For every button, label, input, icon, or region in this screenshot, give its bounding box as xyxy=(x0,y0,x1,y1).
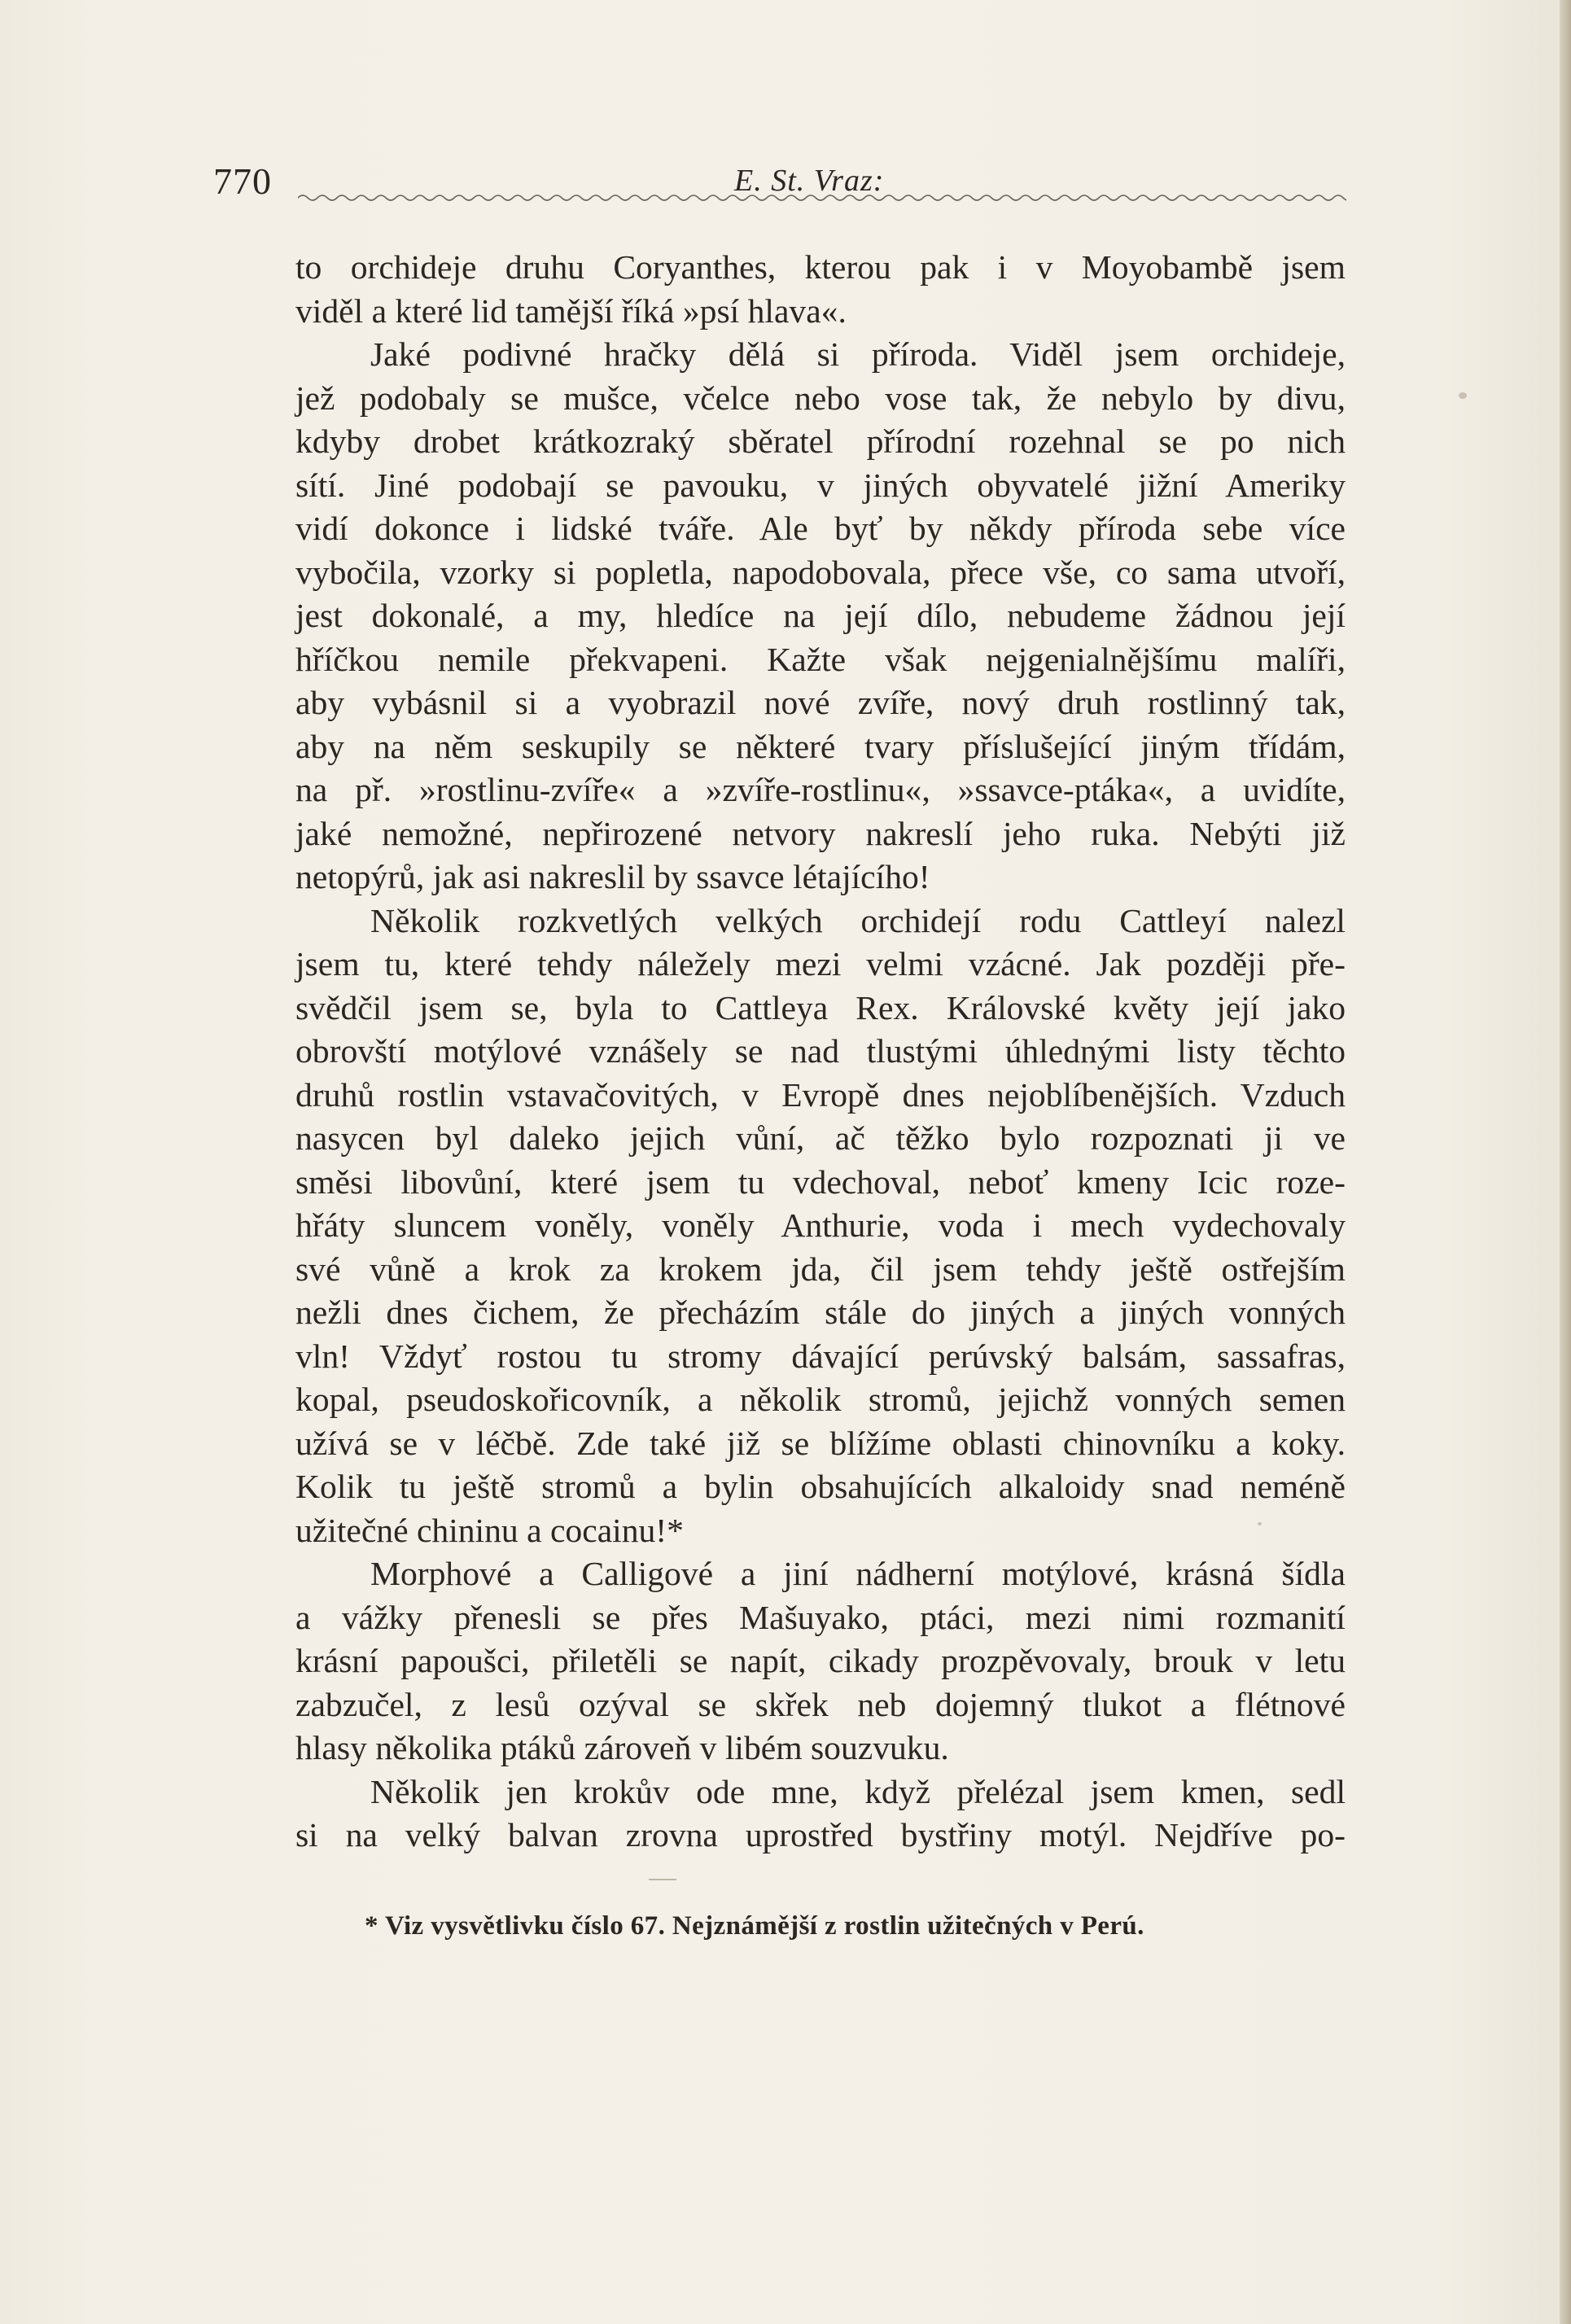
text-line: hlasy několika ptáků zároveň v libém souzvuku. xyxy=(295,1729,949,1766)
text-line: užívá se v léčbě. Zde také již se blížíme oblasti chinovníku a koky. xyxy=(295,1424,1346,1462)
text-line: směsi libovůní, které jsem tu vdechoval, neboť kmeny Icic roze- xyxy=(295,1162,1346,1201)
text-line: krásní papoušci, přiletěli se napít, cikady prozpěvovaly, brouk v letu xyxy=(295,1642,1346,1679)
text-line: nežli dnes čichem, že přecházím stále do jiných a jiných vonných xyxy=(295,1293,1346,1331)
text-line: Několik rozkvetlých velkých orchidejí rodu Cattleyí nalezl xyxy=(370,901,1346,939)
text-line: jež podobaly se mušce, včelce nebo vose tak, že nebylo by divu, xyxy=(295,379,1346,417)
text-line: jest dokonalé, a my, hledíce na její dílo, nebudeme žádnou její xyxy=(295,597,1346,634)
text-line: netopýrů, jak asi nakreslil by ssavce létajícího! xyxy=(295,858,930,895)
text-line: aby vybásnil si a vyobrazil nové zvíře, nový druh rostlinný tak, xyxy=(295,684,1346,721)
text-line: Morphové a Calligové a jiní nádherní motýlové, krásná šídla xyxy=(370,1555,1346,1592)
text-line: vidí dokonce i lidské tváře. Ale byť by někdy příroda sebe více xyxy=(295,510,1346,547)
paper-speck xyxy=(1258,1522,1262,1525)
text-line: vybočila, vzorky si popletla, napodobovala, přece vše, co sama utvoří, xyxy=(295,553,1346,591)
text-line: Několik jen krokův ode mne, když přelézal jsem kmen, sedl xyxy=(370,1772,1346,1810)
text-line: a vážky přenesli se přes Mašuyako, ptáci, mezi nimi rozmanití xyxy=(295,1598,1346,1636)
text-line: to orchideje druhu Coryanthes, kterou pak i v Moyobambě jsem xyxy=(295,248,1346,286)
text-line: si na velký balvan zrovna uprostřed bystřiny motýl. Nejdříve po- xyxy=(295,1816,1346,1854)
text-line: hříčkou nemile překvapeni. Kažte však nejgenialnějšímu malíři, xyxy=(295,640,1346,678)
text-line: své vůně a krok za krokem jda, čil jsem tehdy ještě ostřejším xyxy=(295,1250,1346,1288)
text-line: na př. »rostlinu-zvíře« a »zvíře-rostlinu«, »ssavce-ptáka«, a uvidíte, xyxy=(295,771,1346,808)
text-line: aby na něm seskupily se některé tvary příslušející jiným třídám, xyxy=(295,727,1346,765)
text-line: jsem tu, které tehdy náležely mezi velmi vzácné. Jak později pře- xyxy=(295,945,1346,983)
text-line: vln! Vždyť rostou tu stromy dávající perúvský balsám, sassafras, xyxy=(295,1337,1346,1375)
text-line: nasycen byl daleko jejich vůní, ač těžko bylo rozpoznati ji ve xyxy=(295,1119,1346,1157)
text-line: Jaké podivné hračky dělá si příroda. Viděl jsem orchideje, xyxy=(370,335,1346,373)
text-line: svědčil jsem se, byla to Cattleya Rex. Královské květy její jako xyxy=(295,988,1346,1026)
text-line: obrovští motýlové vznášely se nad tlustými úhlednými listy těchto xyxy=(295,1032,1346,1070)
text-line: viděl a které lid tamější říká »psí hlava«. xyxy=(295,291,847,330)
text-line: kopal, pseudoskořicovník, a několik stromů, jejichž vonných semen xyxy=(295,1381,1346,1418)
text-line: sítí. Jiné podobají se pavouku, v jiných obyvatelé jižní Ameriky xyxy=(295,466,1346,504)
page-number: 770 xyxy=(213,160,272,202)
page-edge xyxy=(1560,0,1571,2324)
running-head: E. St. Vraz: xyxy=(734,164,885,198)
body-text xyxy=(295,246,1346,1858)
text-line: užitečné chininu a cocainu!* xyxy=(295,1511,684,1549)
text-line: druhů rostlin vstavačovitých, v Evropě dnes nejoblíbenějších. Vzduch xyxy=(295,1075,1346,1114)
text-line: hřáty sluncem voněly, voněly Anthurie, voda i mech vydechovaly xyxy=(295,1206,1346,1244)
text-line: Kolik tu ještě stromů a bylin obsahujících alkaloidy snad neméně xyxy=(295,1468,1346,1505)
text-line: zabzučel, z lesů ozýval se skřek neb dojemný tlukot a flétnové xyxy=(295,1685,1346,1723)
decorative-wavy-rule xyxy=(298,189,1346,207)
text-line: kdyby drobet krátkozraký sběratel přírodní rozehnal se po nich xyxy=(295,422,1346,460)
paper-speck xyxy=(1459,392,1467,399)
footnote: * Viz vysvětlivku číslo 67. Nejznámější z rostlin užitečných v Perú. xyxy=(365,1911,1144,1941)
text-line: jaké nemožné, nepřirozené netvory nakreslí jeho ruka. Nebýti již xyxy=(295,814,1346,852)
footnote-separator xyxy=(649,1879,676,1880)
